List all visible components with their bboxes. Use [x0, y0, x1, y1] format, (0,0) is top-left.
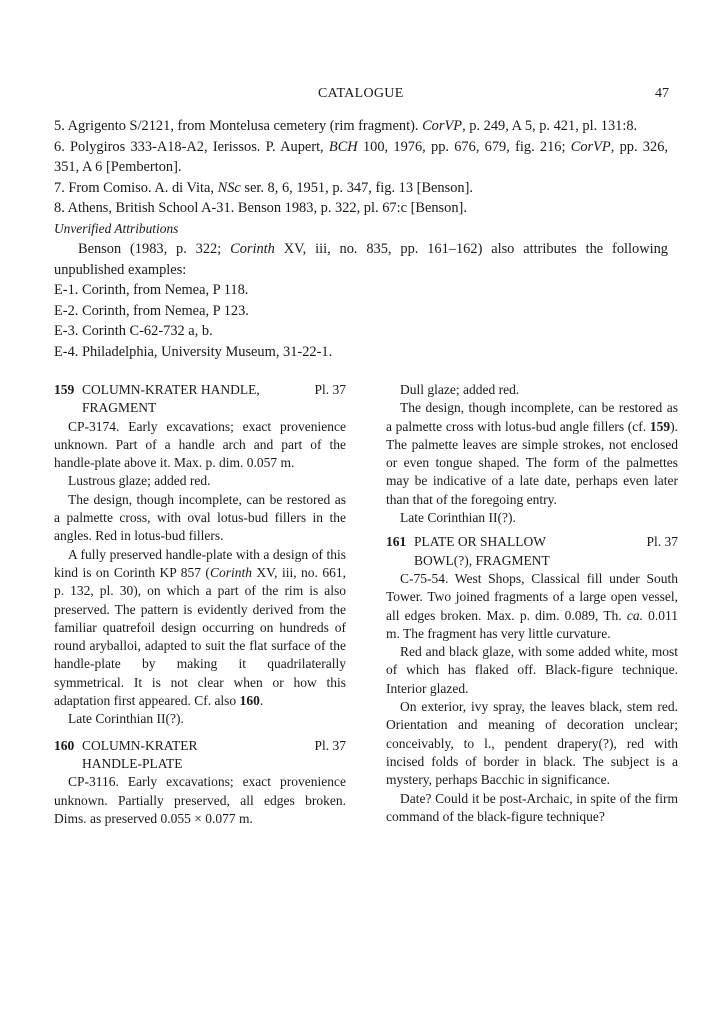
left-column: [54, 381, 346, 828]
list-item: 6. Polygiros 333-A18-A2, Ierissos. P. Aupert, BCH 100, 1976, pp. 676, 679, fig. 216; CorVP, pp. 326, 351, A 6 [Pemberton].: [54, 138, 668, 175]
entry-160: [54, 737, 346, 828]
list-item: E-3. Corinth C-62-732 a, b.: [54, 323, 213, 339]
entry-paragraph: C-75-54. West Shops, Classical fill under South Tower. Two joined fragments of a large open vessel, all edges broken. Max. p. dim. 0.089, Th. ca. 0.011 m. The fragment has very little curvature.: [386, 570, 678, 641]
list-item: E-4. Philadelphia, University Museum, 31-22-1.: [54, 343, 333, 360]
plate-reference: Pl. 37: [314, 737, 346, 753]
running-head: CATALOGUE: [318, 86, 404, 101]
list-item: 7. From Comiso. A. di Vita, NSc ser. 8, 6, 1951, p. 347, fig. 13 [Benson].: [54, 179, 474, 196]
list-item: 5. Agrigento S/2121, from Montelusa cemetery (rim fragment). CorVP, p. 249, A 5, p. 421, pl. 131:8.: [54, 118, 638, 134]
entry-paragraph: Red and black glaze, with some added white, most of which has flaked off. Black-figure technique. Interior glazed.: [386, 644, 678, 696]
entry-number: 160: [54, 737, 75, 753]
entry-paragraph: Late Corinthian II(?).: [68, 711, 184, 727]
reference-list: [54, 116, 668, 362]
entry-title-line2: BOWL(?), FRAGMENT: [414, 552, 550, 568]
entry-paragraph: On exterior, ivy spray, the leaves black, stem red. Orientation and meaning of decoration unclear; conceivably, to l., pendent drapery(?), red with incised folds of border in black. The subject is a mystery, perhaps Bacchic in significance.: [386, 699, 678, 788]
entry-heading: [386, 533, 678, 551]
list-item: E-2. Corinth, from Nemea, P 123.: [54, 302, 249, 319]
entry-161: [386, 533, 678, 826]
entry-title-line2: FRAGMENT: [82, 400, 157, 416]
right-column: [386, 381, 678, 826]
entry-title-line2: HANDLE-PLATE: [82, 755, 183, 771]
entry-paragraph: Dull glaze; added red.: [400, 382, 520, 397]
entry-159: [54, 381, 346, 729]
entry-heading: [54, 737, 346, 755]
entry-paragraph: CP-3116. Early excavations; exact provenience unknown. Partially preserved, all edges broken. Dims. as preserved 0.055 × 0.077 m.: [54, 774, 346, 826]
plate-reference: Pl. 37: [314, 382, 346, 397]
list-item: 8. Athens, British School A-31. Benson 1983, p. 322, pl. 67:c [Benson].: [54, 200, 467, 216]
entry-paragraph: The design, though incomplete, can be restored as a palmette cross, with oval lotus-bud fillers in the angles. Red in lotus-bud fillers.: [54, 491, 346, 544]
entry-number: 161: [386, 534, 407, 550]
page-number: 47: [655, 86, 669, 101]
section-subheading: Unverified Attributions: [54, 220, 179, 236]
entry-title: COLUMN-KRATER: [82, 737, 198, 753]
entry-paragraph: The design, though incomplete, can be restored as a palmette cross with lotus-bud angle fillers (cf. 159). The palmette leaves are simple strokes, not enclosed or even tongue shaped. The form of the palmettes may be indicative of a late date, perhaps even later than that of the foregoing entry.: [386, 400, 678, 507]
plate-reference: Pl. 37: [646, 534, 678, 550]
entry-heading: [54, 381, 346, 399]
entry-paragraph: Date? Could it be post-Archaic, in spite of the firm command of the black-figure technique?: [386, 790, 678, 824]
unverified-intro: Benson (1983, p. 322; Corinth XV, iii, no. 835, pp. 161–162) also attributes the following unpublished examples:: [54, 241, 668, 278]
entry-number: 159: [54, 382, 75, 397]
entry-paragraph: A fully preserved handle-plate with a design of this kind is on Corinth KP 857 (Corinth XV, iii, no. 661, p. 132, pl. 30), on which a part of the rim is also preserved. The pattern is evidently derived from the familiar quatrefoil design occurring on hundreds of round aryballoi, adapted to suit the flat surface of the handle-plate by making it quadrilaterally symmetrical. It is not clear when or how this adaptation first appeared. Cf. also 160.: [54, 546, 346, 709]
list-item: E-1. Corinth, from Nemea, P 118.: [54, 282, 249, 298]
entry-paragraph: Late Corinthian II(?).: [400, 510, 516, 526]
entry-paragraph: Lustrous glaze; added red.: [68, 473, 211, 489]
entry-title: PLATE OR SHALLOW: [414, 534, 546, 550]
entry-160-continued: [386, 381, 678, 527]
entry-title: COLUMN-KRATER HANDLE,: [82, 382, 260, 397]
entry-paragraph: CP-3174. Early excavations; exact provenience unknown. Part of a handle arch and part of the handle-plate above it. Max. p. dim. 0.057 m.: [54, 418, 346, 471]
